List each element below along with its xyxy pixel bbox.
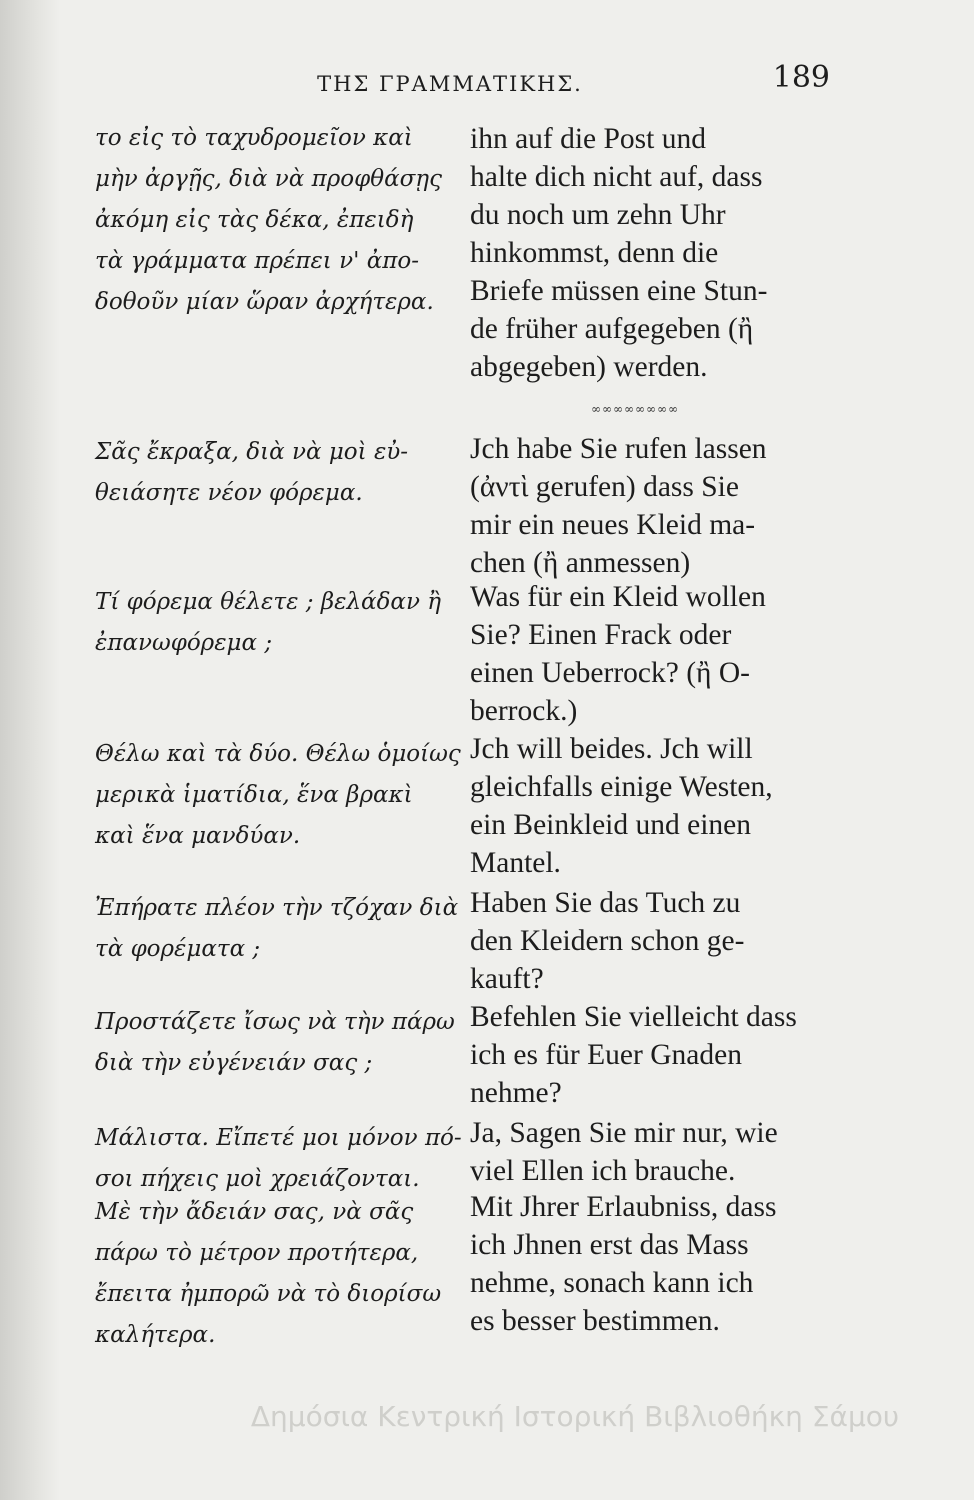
german-text: Jch habe Sie rufen lassen (ἀντὶ gerufen) dass Sie mir ein neues Kleid ma- chen (ἢ anmessen) [470, 433, 767, 579]
greek-text: Μὲ τὴν ἄδειάν σας, νὰ σᾶς πάρω τὸ μέτρον προτήτερα, ἔπειτα ἠμπορῶ νὰ τὸ διορίσω καλήτερα. [95, 1199, 442, 1348]
greek-text: Τί φόρεμα θέλετε ; βελάδαν ἢ ἐπανωφόρεμα ; [95, 589, 442, 656]
greek-text: Σᾶς ἔκραξα, διὰ νὰ μοὶ εὐ- θειάσητε νέον φόρεμα. [95, 439, 409, 506]
greek-text: Ἐπήρατε πλέον τὴν τζόχαν διὰ τὰ φορέματα ; [95, 895, 459, 962]
greek-text: Προστάζετε ἴσως νὰ τὴν πάρω διὰ τὴν εὐγένειάν σας ; [95, 1009, 455, 1076]
german-text: Ja, Sagen Sie mir nur, wie viel Ellen ich brauche. [470, 1117, 778, 1187]
greek-text: Θέλω καὶ τὰ δύο. Θέλω ὁμοίως μερικὰ ἱματίδια, ἕνα βρακὶ καὶ ἕνα μανδύαν. [95, 741, 461, 849]
german-text: Was für ein Kleid wollen Sie? Einen Frack oder einen Ueberrock? (ἢ O- berrock.) [470, 581, 766, 727]
library-watermark: Δημόσια Κεντρική Ιστορική Βιβλιοθήκη Σάμου [250, 1400, 900, 1433]
page-gutter-shadow [0, 0, 60, 1500]
german-text: Mit Jhrer Erlaubniss, dass ich Jhnen erst das Mass nehme, sonach kann ich es besser bestimmen. [470, 1191, 777, 1337]
german-text: Jch will beides. Jch will gleichfalls einige Westen, ein Beinkleid und einen Mantel. [470, 733, 773, 879]
greek-text: το εἰς τὸ ταχυδρομεῖον καὶ μὴν ἀργῇς, διὰ νὰ προφθάσῃς ἀκόμη εἰς τὰς δέκα, ἐπειδὴ τὰ γράμματα πρέπει ν' ἀπο- δοθοῦν μίαν ὥραν ἀρχήτερα. [95, 125, 442, 315]
section-divider: ∞∞∞∞∞∞∞∞ [591, 402, 679, 416]
running-header: ΤΗΣ ΓΡΑΜΜΑΤΙΚΗΣ. [317, 72, 583, 96]
german-text: Befehlen Sie vielleicht dass ich es für Euer Gnaden nehme? [470, 1001, 797, 1109]
page-number: 189 [772, 60, 830, 95]
greek-text: Μάλιστα. Εἴπετέ μοι μόνον πό- σοι πήχεις μοὶ χρειάζονται. [95, 1125, 462, 1192]
german-text: Haben Sie das Tuch zu den Kleidern schon ge- kauft? [470, 887, 745, 995]
german-text: ihn auf die Post und halte dich nicht auf, dass du noch um zehn Uhr hinkommst, denn die Briefe müssen eine Stun- de früher aufgegeben (ἢ abgegeben) werden. [470, 123, 768, 383]
